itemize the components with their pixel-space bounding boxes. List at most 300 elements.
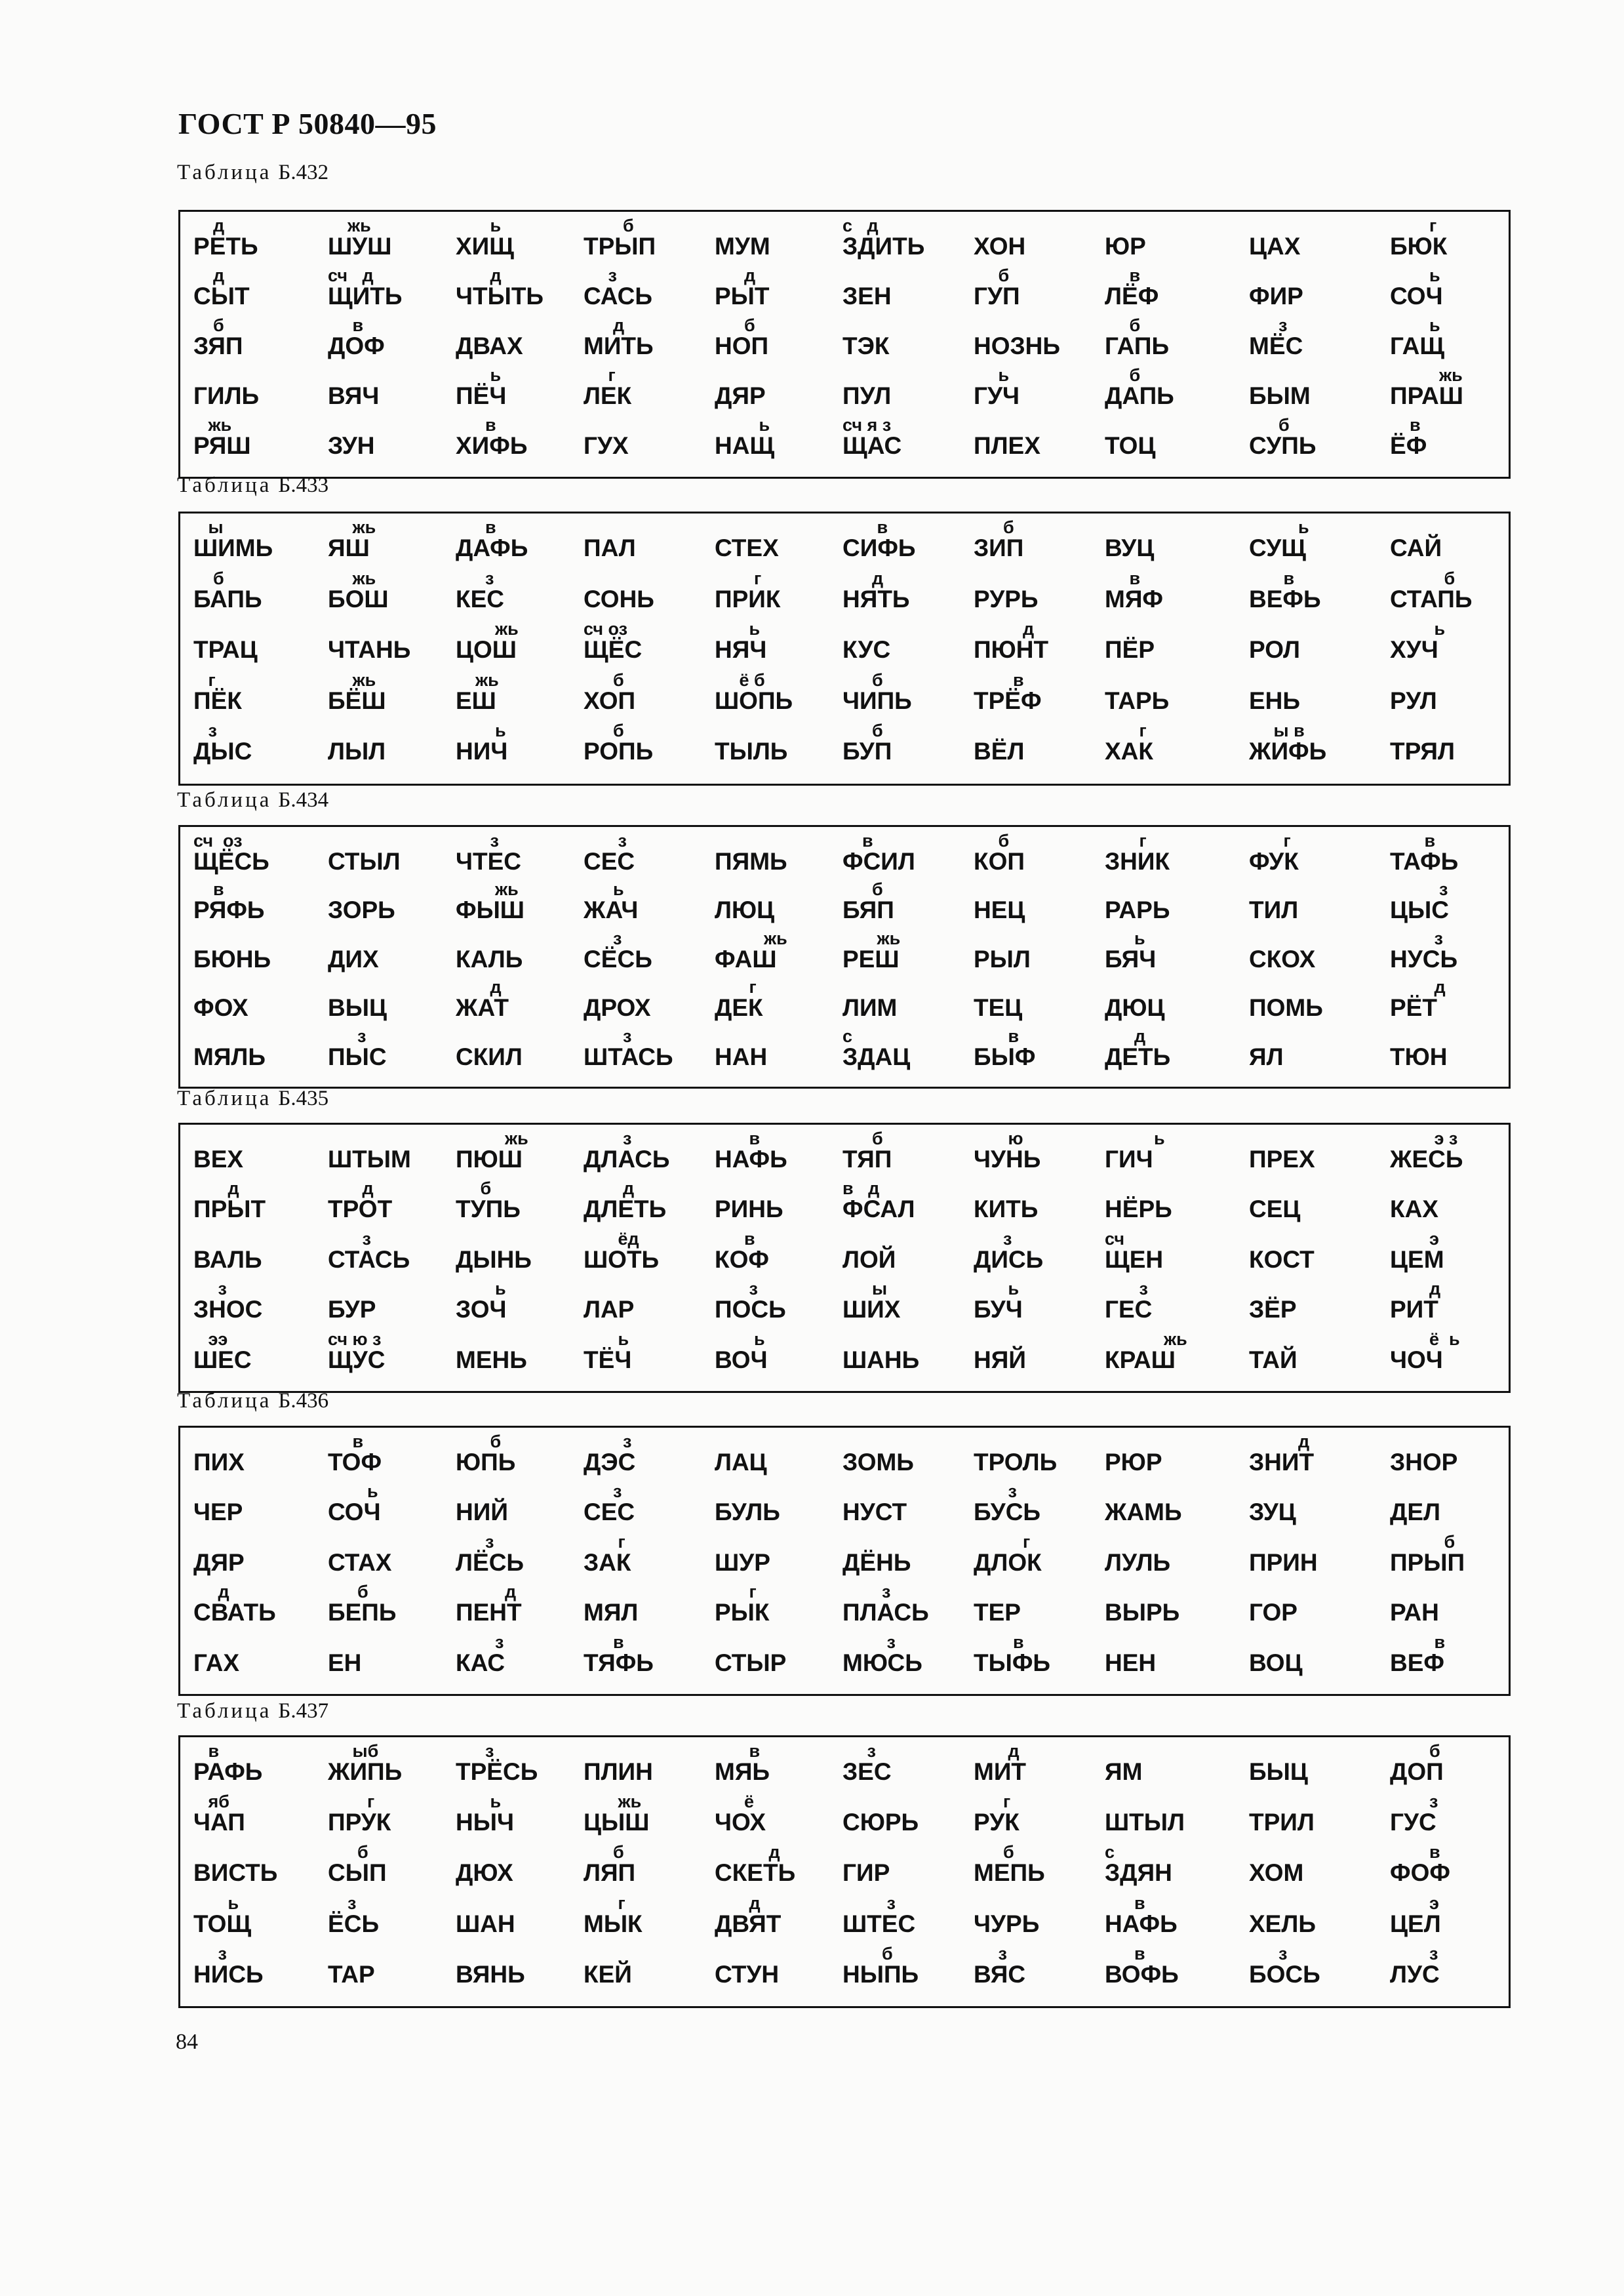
table-cell	[193, 266, 318, 315]
table-cell	[1105, 315, 1229, 365]
cell-word: ЁСЬ	[328, 1910, 380, 1937]
cell-word: СЫТ	[193, 283, 250, 310]
cell-word: ЛАЦ	[715, 1449, 767, 1476]
table-cell	[715, 1792, 839, 1842]
cell-word: ЛУС	[1390, 1960, 1440, 1988]
cell-word: ДВАХ	[456, 332, 523, 359]
cell-word: БАПЬ	[193, 585, 262, 613]
cell-word: ПИХ	[193, 1449, 245, 1476]
table-cell	[974, 879, 1098, 929]
cell-word: ВАЛЬ	[193, 1245, 262, 1273]
cell-superscript-marks: д	[584, 1178, 635, 1199]
table-cell	[1390, 977, 1515, 1027]
cell-superscript-marks: г	[1249, 831, 1291, 851]
cell-word: НИЧ	[456, 738, 508, 765]
table-cell	[715, 517, 839, 567]
table-cell	[456, 879, 580, 929]
cell-word: ХИФЬ	[456, 432, 528, 459]
cell-word: ГУП	[974, 283, 1020, 310]
table-cell	[1390, 266, 1515, 315]
table-cell	[974, 517, 1098, 567]
cell-word: ШТЫЛ	[1105, 1809, 1185, 1836]
cell-word: ТАР	[328, 1960, 375, 1988]
table-cell	[1105, 977, 1229, 1027]
cell-word: ПЮШ	[456, 1146, 523, 1173]
cell-word: ЮР	[1105, 233, 1146, 260]
cell-word: ЖАТ	[456, 994, 509, 1022]
cell-word: ДЕТЬ	[1105, 1043, 1171, 1070]
cell-superscript-marks: жь	[456, 670, 499, 690]
cell-word: ДЕК	[715, 994, 763, 1022]
cell-word: ТАЙ	[1249, 1346, 1297, 1373]
cell-superscript-marks: сч	[1105, 1228, 1124, 1249]
table-cell	[456, 831, 580, 881]
cell-superscript-marks: г	[1105, 831, 1147, 851]
table-cell	[974, 1026, 1098, 1076]
cell-word: ЖАМЬ	[1105, 1499, 1182, 1526]
cell-superscript-marks: ь	[456, 365, 502, 385]
cell-superscript-marks: з	[584, 831, 627, 851]
cell-superscript-marks: э	[1390, 1893, 1439, 1913]
table-cell	[1249, 315, 1374, 365]
table-cell	[1249, 1229, 1374, 1279]
cell-word: ЖИФЬ	[1249, 738, 1327, 765]
cell-word: СЕЦ	[1249, 1196, 1301, 1223]
table-cell	[1390, 929, 1515, 978]
cell-word: ФУК	[1249, 848, 1299, 875]
table-cell	[328, 1229, 452, 1279]
cell-superscript-marks: б	[193, 315, 224, 335]
cell-word: РЫК	[715, 1599, 770, 1626]
table-cell	[1105, 929, 1229, 978]
table-cell	[193, 1329, 318, 1379]
cell-superscript-marks: ь	[584, 1329, 629, 1349]
cell-word: ПРАШ	[1390, 382, 1463, 409]
table-cell	[715, 1842, 839, 1892]
table-cell	[1390, 1178, 1515, 1228]
word-table-box	[178, 1735, 1511, 2008]
table-cell	[974, 929, 1098, 978]
cell-superscript-marks: з	[193, 721, 217, 741]
table-cell	[328, 1582, 452, 1632]
cell-superscript-marks: б	[842, 879, 883, 900]
table-cell	[193, 569, 318, 618]
cell-word: БОШ	[328, 585, 389, 613]
cell-word: РЁТ	[1390, 994, 1438, 1022]
table-cell	[328, 365, 452, 415]
cell-superscript-marks: в	[456, 415, 496, 435]
cell-word: ФСИЛ	[842, 848, 915, 875]
cell-word: РОПЬ	[584, 738, 654, 765]
table-cell	[1249, 1842, 1374, 1892]
cell-word: МЁС	[1249, 332, 1303, 359]
table-cell	[1390, 1026, 1515, 1076]
cell-word: БЁШ	[328, 687, 386, 714]
cell-superscript-marks: з	[842, 1582, 891, 1602]
cell-word: ВЕХ	[193, 1146, 244, 1173]
table-cell	[1249, 670, 1374, 720]
table-cell	[842, 977, 967, 1027]
cell-word: ПЮНТ	[974, 636, 1049, 664]
cell-word: СЁСЬ	[584, 945, 652, 973]
table-cell	[584, 1279, 708, 1329]
table-cell	[193, 415, 318, 465]
cell-word: СЮРЬ	[842, 1809, 919, 1836]
cell-superscript-marks: ь	[974, 1279, 1020, 1299]
table-cell	[584, 670, 708, 720]
cell-word: НЯЧ	[715, 636, 767, 664]
cell-word: ТУПЬ	[456, 1196, 521, 1223]
table-cell	[584, 879, 708, 929]
cell-word: ДЛЕТЬ	[584, 1196, 667, 1223]
table-cell	[193, 365, 318, 415]
cell-word: ХОМ	[1249, 1859, 1304, 1887]
table-cell	[1390, 1481, 1515, 1531]
cell-superscript-marks: б	[1249, 415, 1290, 435]
table-cell	[1105, 1229, 1229, 1279]
cell-superscript-marks: в	[1249, 568, 1295, 588]
cell-word: ШИМЬ	[193, 534, 273, 561]
table-cell	[974, 1532, 1098, 1582]
cell-word: НЕЦ	[974, 896, 1025, 924]
cell-word: СТЕХ	[715, 534, 779, 561]
cell-superscript-marks: сч оз	[193, 831, 243, 851]
cell-superscript-marks: жь	[456, 879, 519, 900]
cell-superscript-marks: э з	[1390, 1129, 1458, 1148]
table-cell	[1105, 1532, 1229, 1582]
table-cell	[456, 1532, 580, 1582]
cell-superscript-marks: д	[842, 568, 884, 588]
table-cell	[842, 879, 967, 929]
cell-word: ДЫС	[193, 738, 252, 765]
word-table-box	[178, 512, 1511, 786]
table-cell	[193, 1582, 318, 1632]
cell-word: ХЕЛЬ	[1249, 1910, 1316, 1937]
table-cell	[1390, 569, 1515, 618]
table-caption-word: Таблица	[177, 788, 272, 812]
table-caption	[177, 1087, 328, 1111]
cell-word: ФСАЛ	[842, 1196, 915, 1223]
cell-word: ПЛИН	[584, 1758, 653, 1785]
table-cell	[456, 977, 580, 1027]
cell-superscript-marks: ё б	[715, 670, 765, 690]
cell-superscript-marks: б	[456, 1178, 492, 1199]
table-cell	[328, 831, 452, 881]
table-cell	[842, 1632, 967, 1682]
cell-word: ПЯМЬ	[715, 848, 787, 875]
table-cell	[193, 1129, 318, 1178]
cell-word: ХИЩ	[456, 233, 514, 260]
table-cell	[328, 1279, 452, 1329]
table-cell	[1105, 879, 1229, 929]
cell-word: ШИХ	[842, 1296, 901, 1323]
cell-superscript-marks: б	[1105, 315, 1141, 335]
cell-superscript-marks: б	[842, 1129, 883, 1148]
cell-word: ЗНИК	[1105, 848, 1170, 875]
table-cell	[1249, 1026, 1374, 1076]
table-cell	[715, 831, 839, 881]
cell-word: ЗДАЦ	[842, 1043, 911, 1070]
cell-superscript-marks: в	[456, 517, 496, 537]
cell-superscript-marks: ю	[974, 1129, 1023, 1148]
table-cell	[456, 1026, 580, 1076]
table-cell	[328, 315, 452, 365]
table-cell	[1249, 721, 1374, 771]
cell-word: БОСЬ	[1249, 1960, 1320, 1988]
cell-superscript-marks: з	[328, 1893, 357, 1913]
table-cell	[974, 1229, 1098, 1279]
word-table-box	[178, 210, 1511, 479]
table-cell	[193, 1632, 318, 1682]
cell-superscript-marks: г	[974, 1792, 1011, 1812]
cell-word: ЁФ	[1390, 432, 1427, 459]
table-cell	[328, 1432, 452, 1481]
cell-word: ЗУН	[328, 432, 375, 459]
cell-word: ПЁК	[193, 687, 242, 714]
cell-superscript-marks: г	[715, 568, 762, 588]
cell-superscript-marks: д	[715, 266, 756, 285]
cell-word: СИФЬ	[842, 534, 916, 561]
cell-superscript-marks: сч оз	[584, 619, 628, 639]
table-cell	[842, 1279, 967, 1329]
cell-superscript-marks: э	[1390, 1228, 1439, 1249]
cell-word: БЮНЬ	[193, 945, 271, 973]
cell-word: ПЕНТ	[456, 1599, 522, 1626]
cell-superscript-marks: ё ь	[1390, 1329, 1460, 1349]
cell-word: ГОР	[1249, 1599, 1297, 1626]
cell-word: ДЮХ	[456, 1859, 513, 1887]
cell-superscript-marks: з	[974, 1481, 1017, 1502]
table-cell	[974, 365, 1098, 415]
cell-word: ЛЮЦ	[715, 896, 775, 924]
cell-word: РЕШ	[842, 945, 900, 973]
table-caption	[177, 473, 328, 498]
cell-word: ВЕФЬ	[1249, 585, 1321, 613]
table-cell	[328, 517, 452, 567]
cell-superscript-marks: ь	[715, 1329, 765, 1349]
table-cell	[1249, 1329, 1374, 1379]
cell-word: ЗЁР	[1249, 1296, 1297, 1323]
table-cell	[193, 216, 318, 266]
table-cell	[1390, 1741, 1515, 1791]
cell-superscript-marks: д	[584, 315, 625, 335]
cell-word: ЛЁФ	[1105, 283, 1159, 310]
table-cell	[1249, 1741, 1374, 1791]
table-cell	[974, 1178, 1098, 1228]
cell-word: ТАРЬ	[1105, 687, 1170, 714]
table-cell	[1390, 1582, 1515, 1632]
table-cell	[328, 1944, 452, 1994]
table-cell	[456, 1944, 580, 1994]
table-cell	[1249, 929, 1374, 978]
cell-word: ЗЯП	[193, 332, 243, 359]
cell-superscript-marks: з	[584, 1481, 622, 1502]
table-cell	[584, 1944, 708, 1994]
table-cell	[584, 1842, 708, 1892]
table-cell	[1105, 831, 1229, 881]
cell-superscript-marks: в	[1105, 1893, 1145, 1913]
table-cell	[193, 977, 318, 1027]
table-cell	[584, 1432, 708, 1481]
table-cell	[328, 670, 452, 720]
cell-superscript-marks: з	[193, 1279, 227, 1299]
table-cell	[1105, 1329, 1229, 1379]
cell-word: ВУЦ	[1105, 534, 1155, 561]
cell-word: НЯЙ	[974, 1346, 1026, 1373]
cell-word: ДЁНЬ	[842, 1548, 911, 1576]
cell-superscript-marks: в	[328, 1432, 364, 1451]
cell-word: ТОЩ	[193, 1910, 252, 1937]
cell-word: ДЫНЬ	[456, 1245, 532, 1273]
table-cell	[456, 929, 580, 978]
cell-superscript-marks: д	[974, 1741, 1020, 1761]
cell-word: СКЕТЬ	[715, 1859, 796, 1887]
table-cell	[328, 1792, 452, 1842]
table-cell	[1105, 1792, 1229, 1842]
table-cell	[328, 1842, 452, 1892]
cell-word: ТЫЛЬ	[715, 738, 788, 765]
table-cell	[974, 1582, 1098, 1632]
cell-word: МЯФ	[1105, 585, 1163, 613]
cell-word: ЧТАНЬ	[328, 636, 411, 664]
table-cell	[1390, 721, 1515, 771]
table-cell	[842, 1582, 967, 1632]
cell-superscript-marks: б	[584, 216, 634, 235]
cell-word: БУП	[842, 738, 892, 765]
table-cell	[193, 721, 318, 771]
table-cell	[715, 315, 839, 365]
table-cell	[456, 619, 580, 669]
table-cell	[715, 266, 839, 315]
cell-word: ЖАЧ	[584, 896, 639, 924]
cell-word: БУСЬ	[974, 1499, 1041, 1526]
table-cell	[193, 1279, 318, 1329]
table-cell	[842, 216, 967, 266]
cell-word: ВЯЧ	[328, 382, 380, 409]
table-cell	[1249, 569, 1374, 618]
cell-superscript-marks: д	[456, 1582, 517, 1602]
cell-superscript-marks: в	[974, 1026, 1020, 1046]
table-caption-word: Таблица	[177, 161, 272, 184]
cell-word: СТЫР	[715, 1649, 787, 1676]
table-cell	[193, 929, 318, 978]
cell-word: НЯТЬ	[842, 585, 910, 613]
cell-word: СЕС	[584, 1499, 635, 1526]
cell-superscript-marks: б	[1390, 1741, 1440, 1761]
cell-word: КЕС	[456, 585, 504, 613]
cell-superscript-marks: ь	[584, 879, 624, 900]
cell-superscript-marks: д	[456, 977, 502, 997]
cell-word: НЕН	[1105, 1649, 1157, 1676]
table-cell	[1105, 721, 1229, 771]
cell-word: ЗОРЬ	[328, 896, 395, 924]
cell-word: РУРЬ	[974, 585, 1039, 613]
word-table-box	[178, 1426, 1511, 1696]
cell-word: ТРАЦ	[193, 636, 258, 664]
table-cell	[842, 619, 967, 669]
cell-word: ЕШ	[456, 687, 496, 714]
cell-word: ЖЕСЬ	[1390, 1146, 1463, 1173]
table-cell	[1390, 1632, 1515, 1682]
cell-superscript-marks: ы	[193, 517, 224, 537]
table-cell	[715, 1893, 839, 1943]
cell-word: НАЩ	[715, 432, 775, 459]
cell-superscript-marks: ь	[456, 721, 506, 741]
cell-word: ЩАС	[842, 432, 902, 459]
cell-word: ЧТЕС	[456, 848, 521, 875]
table-cell	[1249, 266, 1374, 315]
table-cell	[193, 1741, 318, 1791]
table-cell	[1249, 1279, 1374, 1329]
table-cell	[715, 977, 839, 1027]
cell-superscript-marks: б	[974, 831, 1010, 851]
table-cell	[456, 721, 580, 771]
cell-superscript-marks: в	[1390, 415, 1421, 435]
cell-word: ЧОХ	[715, 1809, 766, 1836]
table-cell	[1105, 1632, 1229, 1682]
table-cell	[584, 1481, 708, 1531]
cell-word: ЗОМЬ	[842, 1449, 914, 1476]
cell-word: СЫП	[328, 1859, 387, 1887]
cell-superscript-marks: з	[1249, 315, 1288, 335]
cell-word: ЗНОС	[193, 1296, 263, 1323]
table-cell	[974, 569, 1098, 618]
table-cell	[456, 1279, 580, 1329]
table-cell	[328, 1532, 452, 1582]
cell-word: КЕЙ	[584, 1960, 632, 1988]
cell-word: ФОФ	[1390, 1859, 1450, 1887]
cell-word: ПРЫТ	[193, 1196, 266, 1223]
cell-word: ШТЫМ	[328, 1146, 411, 1173]
table-cell	[1105, 266, 1229, 315]
table-cell	[1105, 1432, 1229, 1481]
cell-word: МУМ	[715, 233, 770, 260]
cell-superscript-marks: ь	[1390, 315, 1440, 335]
cell-superscript-marks: з	[456, 1531, 494, 1552]
cell-word: ЗНИТ	[1249, 1449, 1315, 1476]
table-cell	[584, 315, 708, 365]
cell-superscript-marks: з	[584, 1432, 632, 1451]
table-cell	[842, 1178, 967, 1228]
cell-word: РЫЛ	[974, 945, 1031, 973]
cell-word: КАХ	[1390, 1196, 1438, 1223]
cell-word: БЕПЬ	[328, 1599, 397, 1626]
cell-superscript-marks: з	[974, 1228, 1012, 1249]
table-cell	[1105, 1279, 1229, 1329]
table-cell	[456, 1842, 580, 1892]
table-cell	[1390, 1792, 1515, 1842]
cell-word: ФЫШ	[456, 896, 525, 924]
table-cell	[1105, 1893, 1229, 1943]
table-cell	[584, 415, 708, 465]
table-cell	[974, 1741, 1098, 1791]
cell-word: ГУЧ	[974, 382, 1020, 409]
table-cell	[193, 1432, 318, 1481]
table-cell	[1249, 1532, 1374, 1582]
cell-word: НИЙ	[456, 1499, 508, 1526]
cell-word: ХОП	[584, 687, 636, 714]
table-cell	[328, 619, 452, 669]
table-cell	[1249, 1178, 1374, 1228]
table-cell	[1390, 831, 1515, 881]
table-cell	[1249, 1582, 1374, 1632]
cell-word: СКИЛ	[456, 1043, 523, 1070]
cell-word: ЛОЙ	[842, 1245, 896, 1273]
table-cell	[1249, 365, 1374, 415]
cell-superscript-marks: з	[1390, 928, 1443, 948]
table-cell	[328, 1026, 452, 1076]
table-cell	[456, 365, 580, 415]
